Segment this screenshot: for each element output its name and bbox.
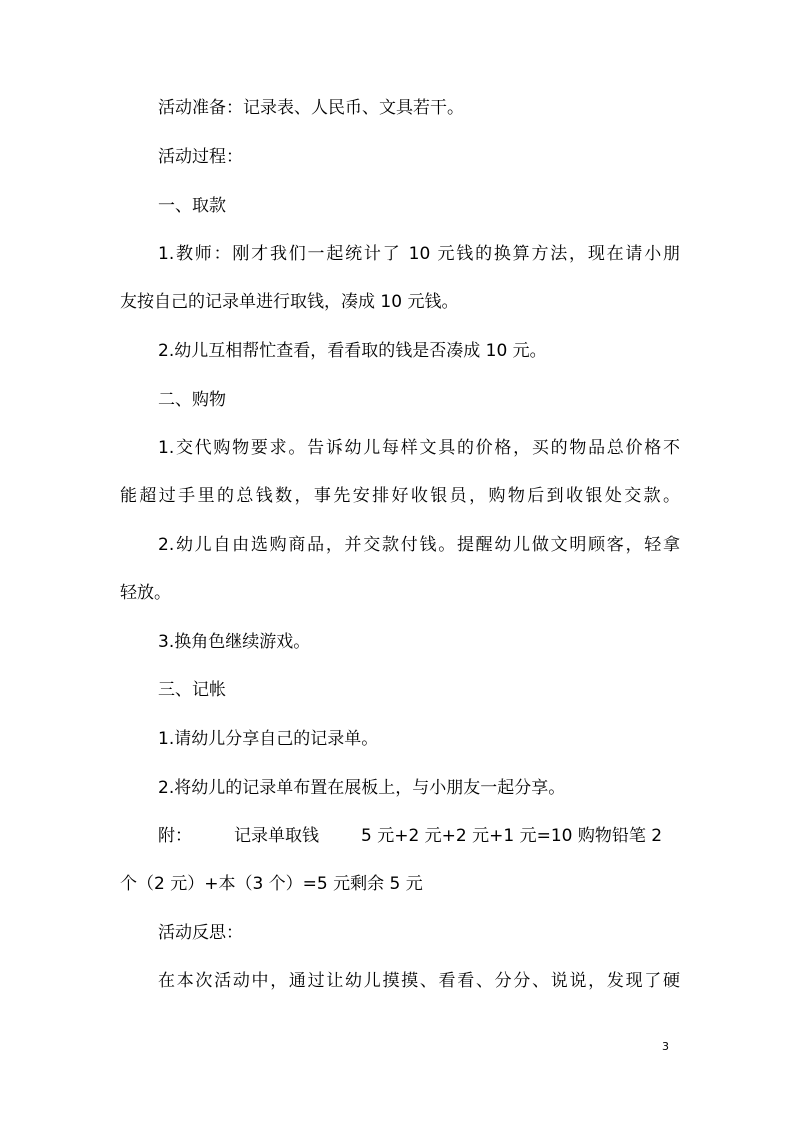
section-heading-shopping: 二、购物 [158,390,226,410]
paragraph-shopping-1: 1.交代购物要求。告诉幼儿每样文具的价格，买的物品总价格不 [158,438,680,458]
paragraph-shopping-2: 2.幼儿自由选购商品，并交款付钱。提醒幼儿做文明顾客，轻拿 [158,535,680,555]
paragraph-withdraw-2: 2.幼儿互相帮忙查看，看看取的钱是否凑成 10 元。 [158,341,547,361]
appendix-line [158,824,680,848]
section-heading-withdraw: 一、取款 [158,196,226,216]
paragraph-preparation: 活动准备：记录表、人民币、文具若干。 [158,98,464,118]
section-heading-process: 活动过程： [158,147,243,167]
section-heading-accounting: 三、记帐 [158,680,226,700]
paragraph-shopping-1-cont: 能超过手里的总钱数，事先安排好收银员，购物后到收银处交款。 [120,486,680,506]
paragraph-shopping-3: 3.换角色继续游戏。 [158,632,311,652]
appendix-col1: 记录单取钱 [234,826,319,846]
paragraph-withdraw-1: 1.教师：刚才我们一起统计了 10 元钱的换算方法，现在请小朋 [158,244,680,264]
section-heading-reflection: 活动反思： [158,923,243,943]
paragraph-accounting-1: 1.请幼儿分享自己的记录单。 [158,729,379,749]
appendix-label: 附： [158,826,192,846]
appendix-continuation: 个（2 元）+本（3 个）=5 元剩余 5 元 [120,874,423,894]
paragraph-reflection: 在本次活动中，通过让幼儿摸摸、看看、分分、说说，发现了硬 [158,971,680,991]
paragraph-shopping-2-cont: 轻放。 [120,583,171,603]
page-number: 3 [662,1040,669,1053]
appendix-col2: 5 元+2 元+2 元+1 元=10 购物铅笔 2 [361,826,663,846]
paragraph-withdraw-1-cont: 友按自己的记录单进行取钱，凑成 10 元钱。 [120,292,459,312]
paragraph-accounting-2: 2.将幼儿的记录单布置在展板上，与小朋友一起分享。 [158,778,566,798]
